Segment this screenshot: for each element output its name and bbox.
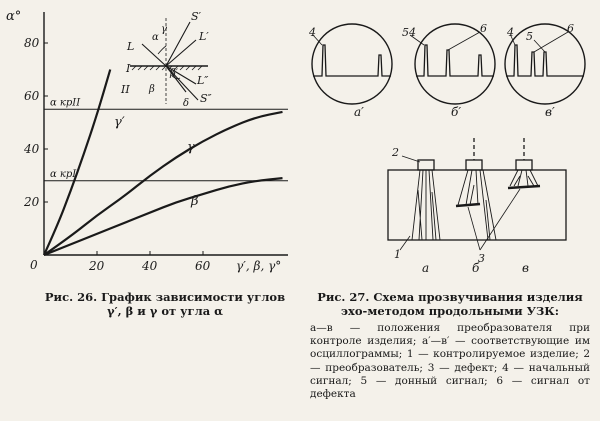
- specimen-label-2: 2: [392, 146, 399, 159]
- oscillogram-a-prime: [308, 24, 392, 104]
- oscillogram-b-prime: [402, 22, 495, 104]
- gamma-curve-label: γ: [187, 140, 195, 155]
- inset-label-gamma: γ: [161, 24, 167, 35]
- alpha-kr2-label: α крII: [50, 97, 81, 109]
- osc-v-label-4: 4: [507, 26, 514, 39]
- inset-label-alpha: α: [152, 32, 159, 43]
- inset-label-S-double: S″: [200, 92, 212, 105]
- y-tick-label: 20: [24, 195, 40, 209]
- oscillogram-v-prime: [505, 22, 585, 104]
- inset-label-L-prime: L′: [199, 30, 209, 43]
- x-tick-label: 60: [195, 259, 211, 273]
- y-tick-label: 60: [24, 89, 40, 103]
- inset-label-I: I: [126, 62, 131, 75]
- x-axis-label: γ′, β, γ°: [236, 259, 282, 273]
- figure-27-caption-title: [310, 290, 590, 318]
- specimen-label-1: 1: [394, 248, 401, 261]
- inset-label-delta: δ: [183, 98, 190, 109]
- position-label-a: а: [422, 261, 430, 275]
- figure-27-caption-title-line2: эхо-методом продольными УЗК:: [341, 304, 559, 318]
- scope-label-a-prime: а′: [354, 105, 364, 119]
- inset-label-L: L: [127, 40, 135, 53]
- figure-27-caption-title-line1: Рис. 27. Схема прозвучивания изделия: [317, 290, 583, 304]
- figure-27-caption-body: а—в — положения преобразователя при контроле изделия; а′—в′ — соответствующие им осциллограммы; 1 — контролируемое изделие; 2 — преобразователь; 3 — дефект; 4 — начальный сигнал; 5 — донный сигнал; 6 — сигнал от дефекта: [310, 322, 590, 401]
- y-tick-label: 40: [24, 142, 40, 156]
- inset-label-L-double: L″: [197, 74, 209, 87]
- osc-b-label-6: 6: [480, 22, 487, 35]
- inset-label-beta-prime: β′: [170, 68, 179, 79]
- figure-26-chart: [6, 9, 288, 273]
- figure-26-caption-line1: Рис. 26. График зависимости углов: [44, 290, 286, 304]
- osc-v-label-6: 6: [567, 22, 574, 35]
- specimen-label-3: 3: [478, 252, 485, 265]
- inset-label-II: II: [121, 83, 130, 96]
- x-tick-label: 20: [89, 259, 105, 273]
- osc-a-label-4: 4: [309, 26, 316, 39]
- figure-26-caption: [34, 290, 296, 318]
- gamma-prime-curve-label: γ′: [114, 115, 125, 130]
- beta-curve-label: β: [191, 194, 199, 209]
- scope-label-v-prime: в′: [545, 105, 555, 119]
- test-specimen: [388, 138, 566, 265]
- figure-26-caption-line2: γ′, β и γ от угла α: [106, 304, 224, 318]
- inset-label-S-prime: S′: [191, 10, 202, 23]
- refraction-inset: [120, 10, 213, 109]
- position-label-b: б: [472, 261, 480, 275]
- alpha-kr1-label: α крI: [50, 168, 77, 180]
- osc-b-label-54: 54: [402, 26, 416, 39]
- scope-label-b-prime: б′: [451, 105, 462, 119]
- beta-curve: [44, 178, 283, 255]
- y-tick-label: 0: [30, 258, 38, 272]
- figure-27-diagram: [308, 22, 585, 275]
- inset-label-beta: β: [149, 84, 155, 95]
- y-axis-label: α°: [6, 9, 22, 24]
- x-tick-label: 40: [142, 259, 158, 273]
- osc-v-label-5: 5: [526, 30, 533, 43]
- position-label-v: в: [522, 261, 529, 275]
- y-tick-label: 80: [24, 36, 40, 50]
